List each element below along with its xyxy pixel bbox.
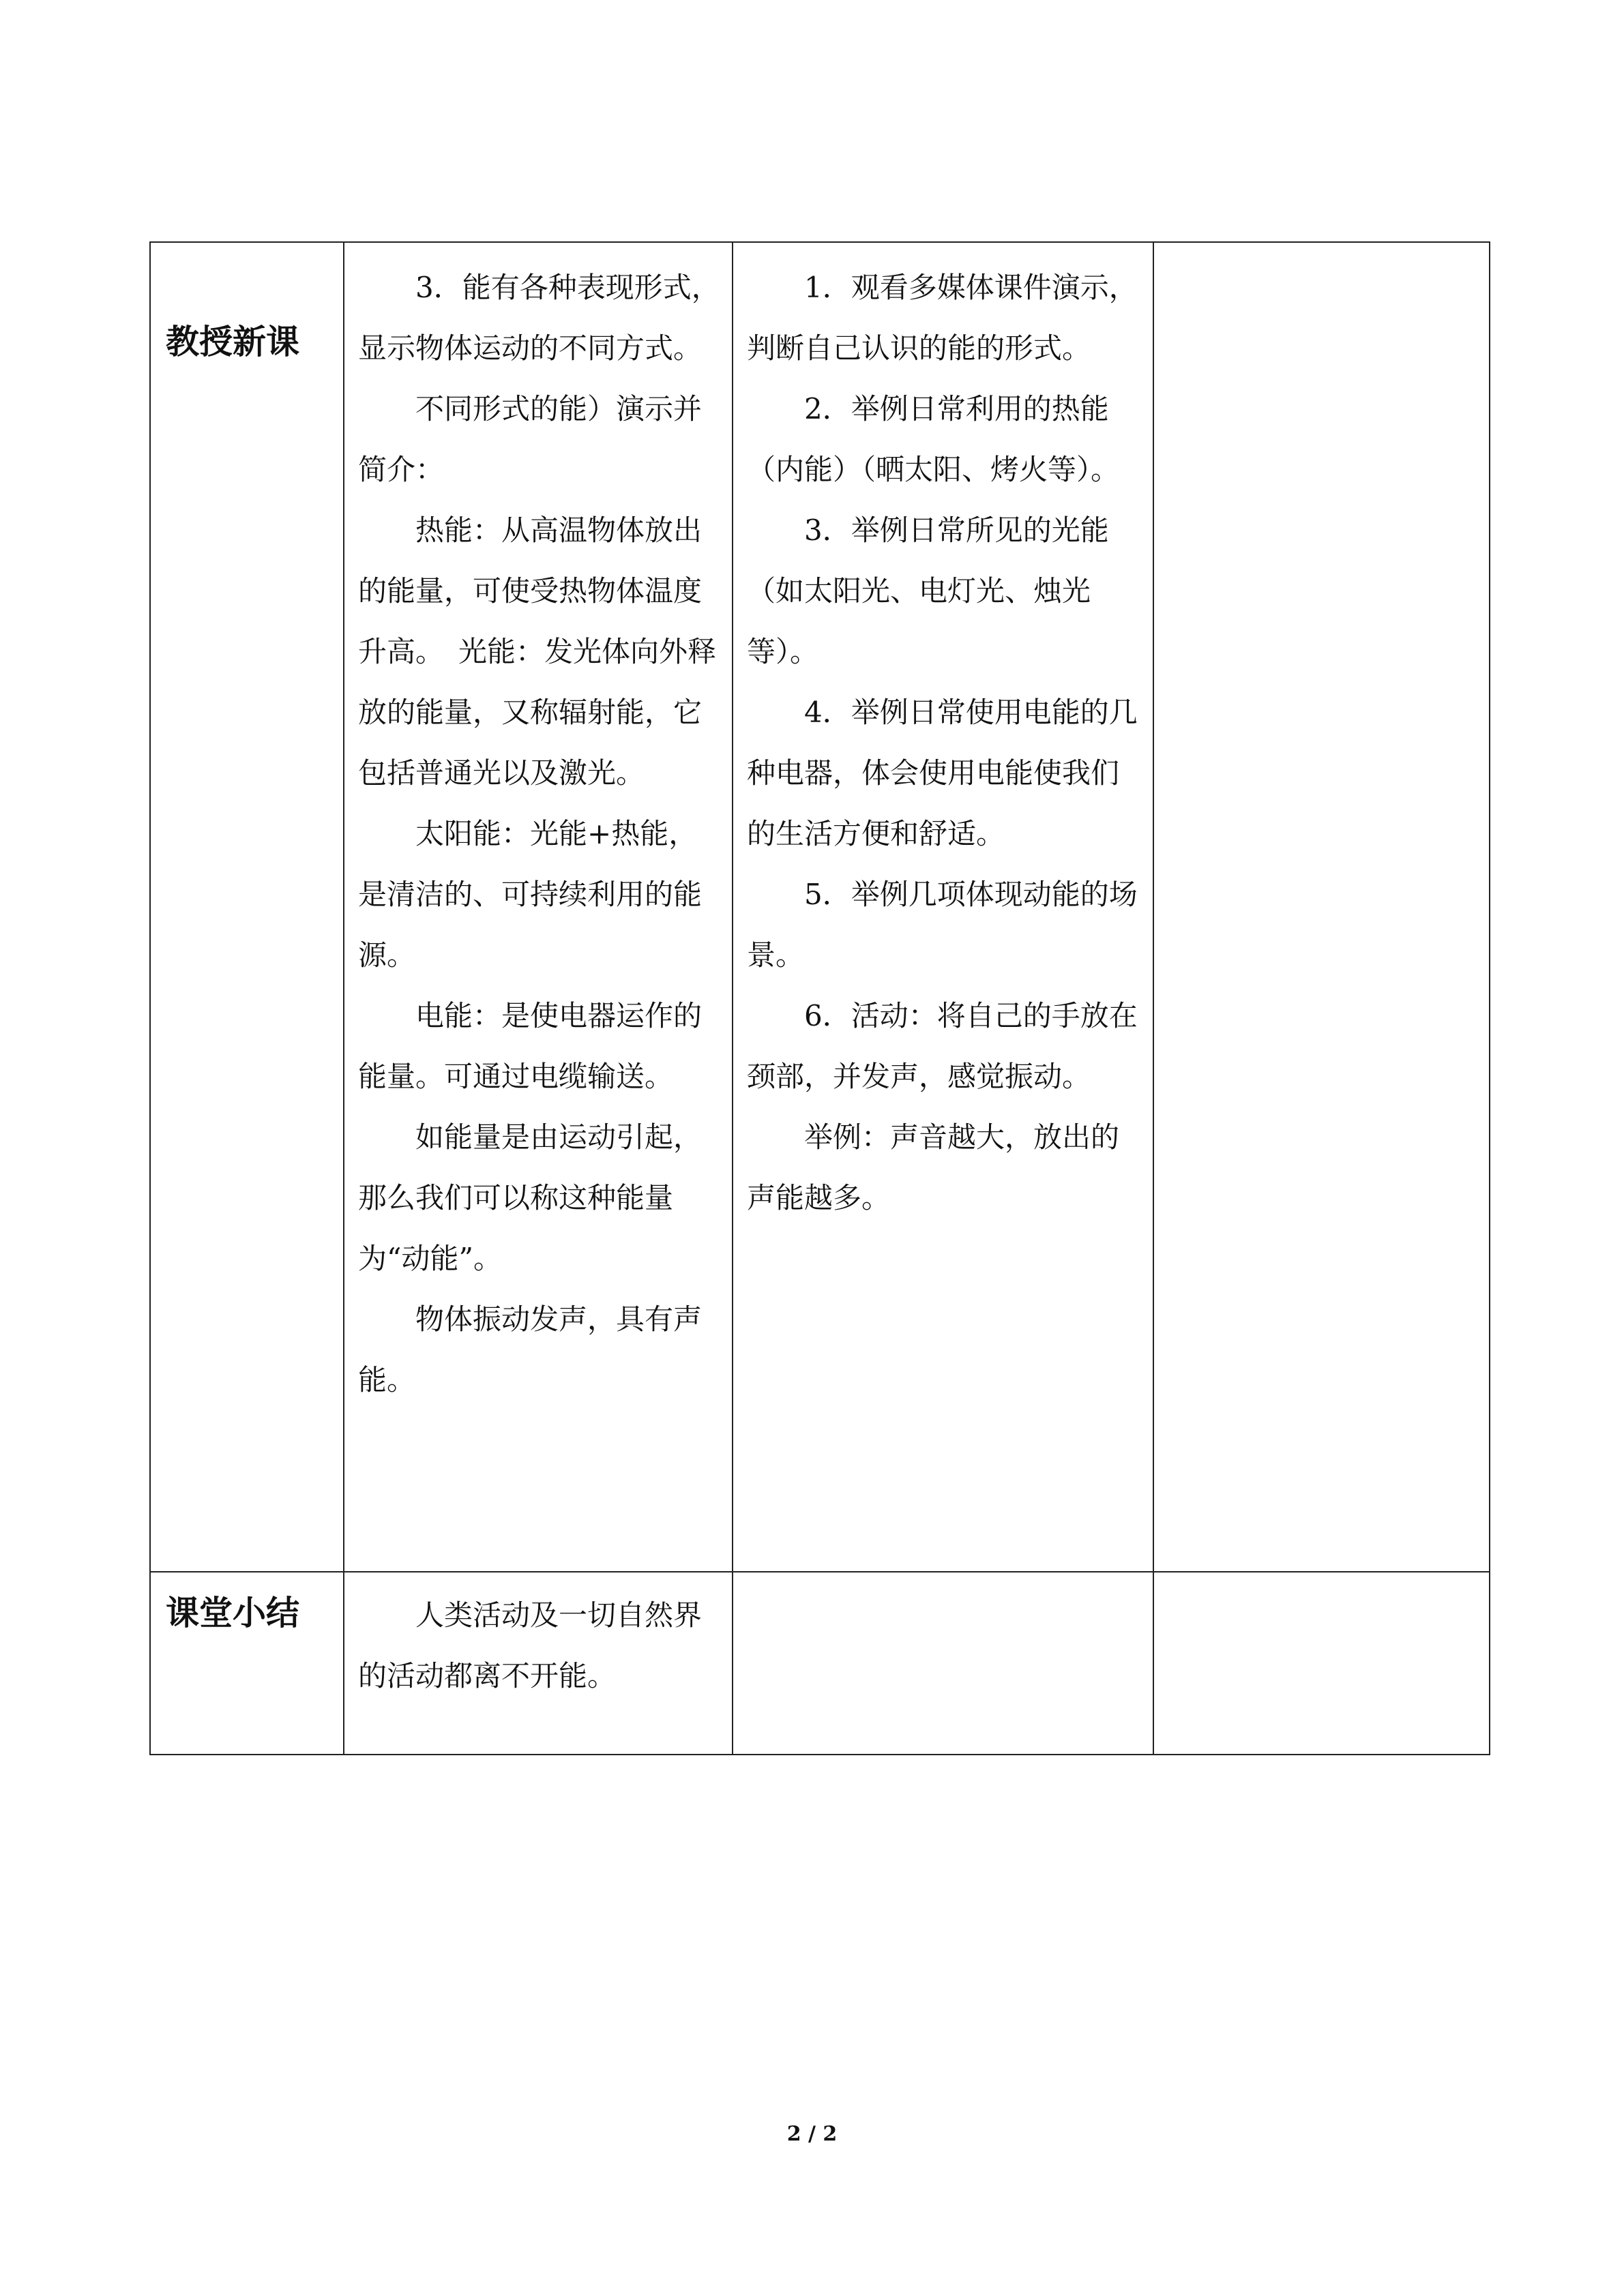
teacher-activity-cell: [344, 1572, 733, 1755]
paragraph: 如能量是由运动引起，那么我们可以称这种能量为“动能”。: [358, 1120, 703, 1275]
paragraph: 4．举例日常使用电能的几种电器，体会使用电能使我们的生活方便和舒适。: [747, 696, 1138, 850]
page-number: 2 / 2: [786, 2122, 838, 2146]
teacher-activity-cell: [344, 242, 733, 1572]
paragraph: 太阳能：光能+热能，是清洁的、可持续利用的能源。: [358, 817, 703, 972]
paragraph: 人类活动及一切自然界的活动都离不开能。: [358, 1598, 703, 1693]
student-activity-cell: [733, 242, 1153, 1572]
table-row-summary: [150, 1572, 1490, 1755]
student-activity-text: [733, 243, 1153, 1228]
paragraph: 2．举例日常利用的热能（内能）（晒太阳、烤火等）。: [747, 392, 1120, 486]
lesson-plan-table: [149, 241, 1490, 1755]
paragraph: 5．举例几项体现动能的场景。: [747, 878, 1138, 972]
paragraph: 3．能有各种表现形式，显示物体运动的不同方式。: [358, 271, 720, 365]
paragraph: 举例：声音越大，放出的声能越多。: [747, 1120, 1120, 1214]
notes-cell-empty: [1153, 1572, 1490, 1755]
paragraph: 物体振动发声，具有声能。: [358, 1302, 703, 1397]
paragraph: 热能：从高温物体放出的能量，可使受热物体温度升高。 光能：发光体向外释放的能量，又称辐射能，它包括普通光以及激光。: [358, 513, 717, 790]
paragraph: 6．活动：将自己的手放在颈部，并发声，感觉振动。: [747, 999, 1138, 1093]
paragraph: 电能：是使电器运作的能量。可通过电缆输送。: [358, 999, 703, 1093]
summary-text: [344, 1572, 732, 1706]
notes-cell-empty: [1153, 242, 1490, 1572]
section-label-cell: [150, 242, 344, 1572]
teacher-activity-text: [344, 243, 732, 1410]
paragraph: 1．观看多媒体课件演示，判断自己认识的能的形式。: [747, 271, 1138, 365]
paragraph: 3．举例日常所见的光能（如太阳光、电灯光、烛光等）。: [747, 513, 1109, 668]
table-row-new-lesson: [150, 242, 1490, 1572]
paragraph: 不同形式的能）演示并简介：: [358, 392, 703, 486]
section-label-cell: [150, 1572, 344, 1755]
section-label-new-lesson: 教授新课: [166, 323, 300, 361]
section-label-summary: 课堂小结: [166, 1594, 300, 1632]
student-activity-cell-empty: [733, 1572, 1153, 1755]
